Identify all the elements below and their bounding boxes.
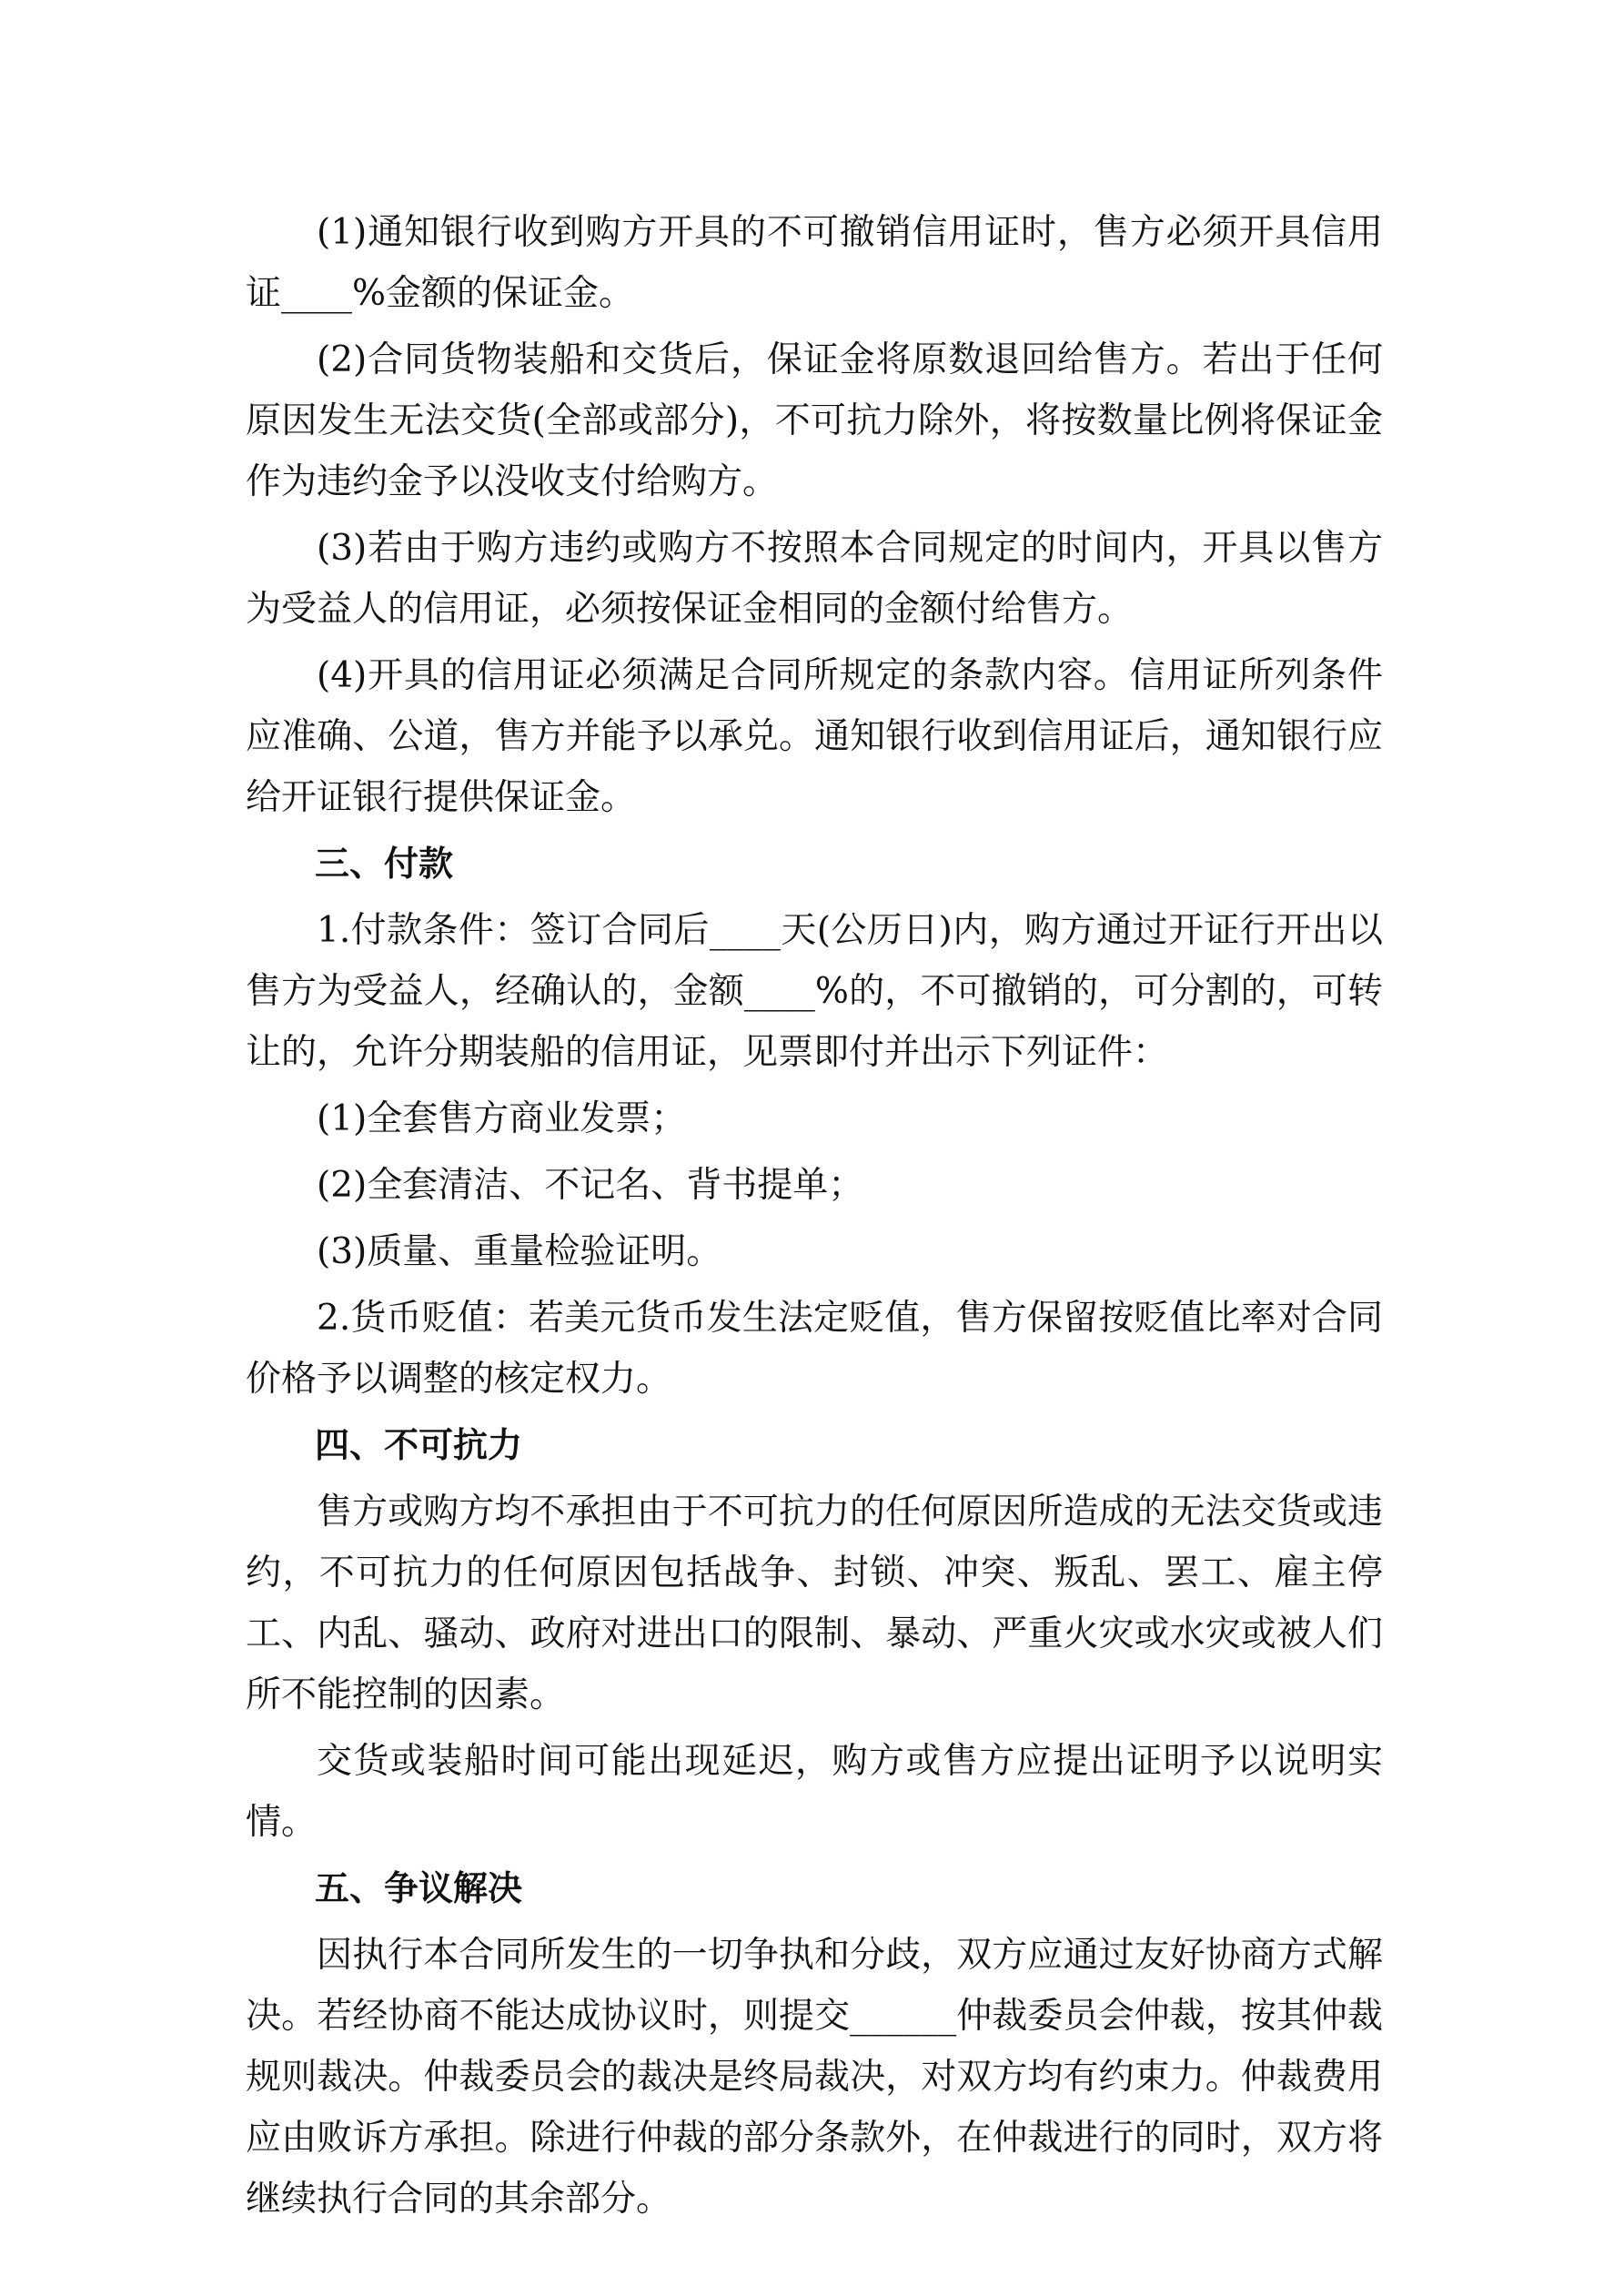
payment-document-3: (3)质量、重量检验证明。 (317, 1231, 722, 1272)
dispute-resolution-paragraph: 因执行本合同所发生的一切争执和分歧，双方应通过友好协商方式解决。若经协商不能达成协议时，则提交______仲裁委员会仲裁，按其仲裁规则裁决。仲裁委员会的裁决是终局裁决，对双方均有约束力。仲裁费用应由败诉方承担。除进行仲裁的部分条款外，在仲裁进行的同时，双方将继续执行合同的其余部分。 (246, 1935, 1383, 2220)
section-heading-payment: 三、付款 (315, 844, 454, 884)
deposit-clause-4: (4)开具的信用证必须满足合同所规定的条款内容。信用证所列条件应准确、公道，售方并能予以承兑。通知银行收到信用证后，通知银行应给开证银行提供保证金。 (246, 655, 1383, 818)
force-majeure-paragraph: 售方或购方均不承担由于不可抗力的任何原因所造成的无法交货或违约，不可抗力的任何原因包括战争、封锁、冲突、叛乱、罢工、雇主停工、内乱、骚动、政府对进出口的限制、暴动、严重火灾或水灾或被人们所不能控制的因素。 (246, 1492, 1383, 1715)
payment-terms-paragraph: 1.付款条件：签订合同后____天(公历日)内，购方通过开证行开出以售方为受益人，经确认的，金额____%的，不可撤销的，可分割的，可转让的，允许分期装船的信用证，见票即付并出示下列证件： (246, 910, 1383, 1073)
deposit-clause-1: (1)通知银行收到购方开具的不可撤销信用证时，售方必须开具信用证____%金额的保证金。 (246, 212, 1383, 314)
deposit-clause-3: (3)若由于购方违约或购方不按照本合同规定的时间内，开具以售方为受益人的信用证，必须按保证金相同的金额付给售方。 (246, 528, 1383, 630)
payment-document-1: (1)全套售方商业发票； (317, 1098, 687, 1139)
currency-devaluation-paragraph: 2.货币贬值：若美元货币发生法定贬值，售方保留按贬值比率对合同价格予以调整的核定权力。 (246, 1298, 1383, 1400)
document-body (246, 202, 1383, 2235)
payment-document-2: (2)全套清洁、不记名、背书提单； (317, 1165, 864, 1206)
section-heading-dispute-resolution: 五、争议解决 (315, 1868, 523, 1908)
delay-notice-paragraph: 交货或装船时间可能出现延迟，购方或售方应提出证明予以说明实情。 (246, 1741, 1383, 1843)
section-heading-force-majeure: 四、不可抗力 (315, 1425, 523, 1465)
deposit-clause-2: (2)合同货物装船和交货后，保证金将原数退回给售方。若出于任何原因发生无法交货(全部或部分)，不可抗力除外，将按数量比例将保证金作为违约金予以没收支付给购方。 (246, 339, 1383, 502)
